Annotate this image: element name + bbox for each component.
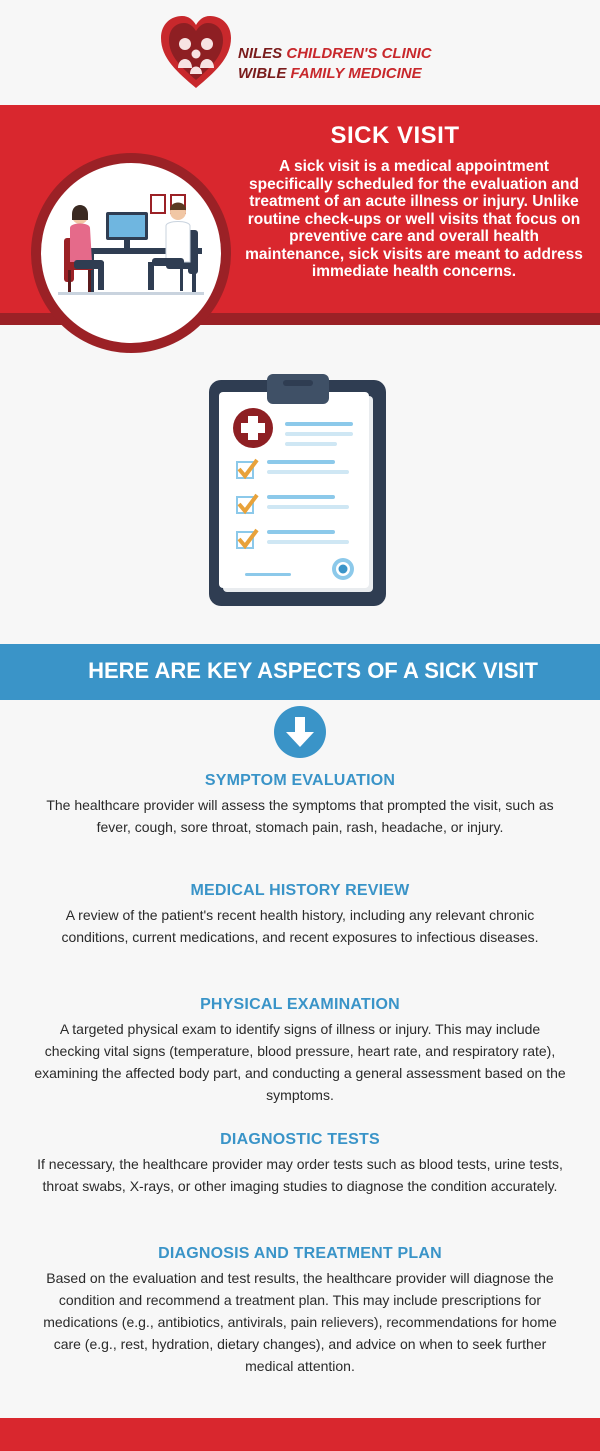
section-heading: DIAGNOSIS AND TREATMENT PLAN [158,1245,442,1262]
clipboard-checklist-icon [205,372,390,610]
clinic-name [238,44,432,84]
heart-family-logo-icon [157,10,235,92]
doctor-patient-illustration [28,150,234,356]
hero-description: A sick visit is a medical appointment specifically scheduled for the evaluation and treatment of an acute illness or injury. Unlike routine check-ups or well visits that focus on preventive care and overall health maintenance, sick visits are meant to address immediate health concerns. [245,158,583,280]
banner-title: HERE ARE KEY ASPECTS OF A SICK VISIT [88,658,538,683]
section-body: A targeted physical exam to identify signs of illness or injury. This may include checking vital signs (temperature, blood pressure, heart rate, and respiratory rate), examining the affected body part, and conducting a general assessment based on the symptoms. [34,1021,566,1103]
section-heading: DIAGNOSTIC TESTS [220,1131,380,1148]
section-heading: SYMPTOM EVALUATION [204,772,396,789]
section-heading: MEDICAL HISTORY REVIEW [190,882,410,899]
section-medical-history-review [34,882,566,948]
section-body: If necessary, the healthcare provider may order tests such as blood tests, urine tests, throat swabs, X-rays, or other imaging studies to diagnose the condition accurately. [37,1156,563,1194]
section-diagnosis-treatment-plan [34,1245,566,1377]
section-diagnostic-tests [34,1131,566,1197]
logo-line2-rest: FAMILY MEDICINE [286,65,422,82]
hero-title: SICK VISIT [330,122,460,149]
logo-line2-bold: WIBLE [238,65,287,82]
header [0,0,600,105]
section-body: A review of the patient's recent health history, including any relevant chronic conditions, current medications, and recent exposures to infectious diseases. [61,907,539,945]
logo-line1-bold: NILES [238,45,283,62]
section-physical-examination [34,996,566,1106]
section-symptom-evaluation [34,772,566,838]
arrow-down-circle-icon [274,706,326,758]
footer-bar [0,1418,600,1451]
section-body: Based on the evaluation and test results, the healthcare provider will diagnose the condition and recommend a treatment plan. This may include prescriptions for medications (e.g., antibiotics, antivirals, pain relievers), recommendations for home care (e.g., rest, hydration, dietary changes), and advice on when to seek further medical attention. [43,1270,557,1374]
logo-line1-rest: CHILDREN'S CLINIC [282,45,432,62]
section-body: The healthcare provider will assess the symptoms that prompted the visit, such as fever, cough, sore throat, stomach pain, rash, headache, or injury. [46,797,554,835]
section-heading: PHYSICAL EXAMINATION [200,996,400,1013]
